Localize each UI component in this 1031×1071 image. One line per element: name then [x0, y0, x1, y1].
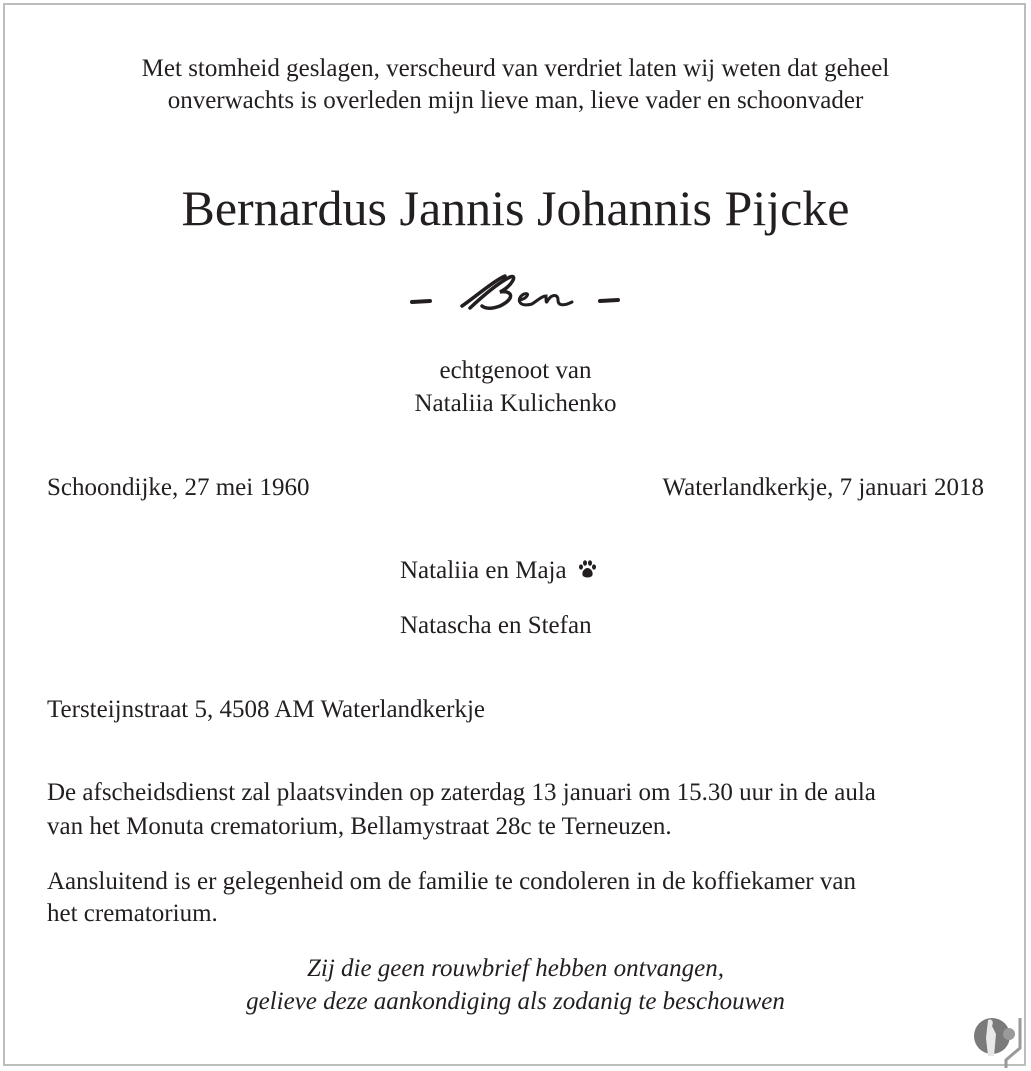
birth-place-date: Schoondijke, 27 mei 1960	[47, 474, 310, 501]
deceased-name: Bernardus Jannis Johannis Pijcke	[181, 180, 850, 236]
service-line-1: De afscheidsdienst zal plaatsvinden op zaterdag 13 januari om 15.30 uur in de aula	[47, 779, 876, 806]
spouse-name: Nataliia Kulichenko	[414, 390, 617, 417]
spouse-label: echtgenoot van	[439, 357, 592, 384]
family-names-1: Nataliia en Maja	[400, 557, 567, 584]
family-line-1	[400, 554, 597, 587]
closing-line-1: Zij die geen rouwbrief hebben ontvangen,	[306, 955, 725, 982]
intro-line-2: onverwachts is overleden mijn lieve man, lieve vader en schoonvader	[167, 87, 864, 114]
paw-icon	[577, 559, 597, 579]
death-place-date: Waterlandkerkje, 7 januari 2018	[662, 474, 984, 501]
address: Tersteijnstraat 5, 4508 AM Waterlandkerkje	[47, 696, 486, 723]
condolence-line-2: het crematorium.	[47, 900, 218, 927]
closing-line-2: gelieve deze aankondiging als zodanig te beschouwen	[246, 988, 785, 1015]
family-line-2: Natascha en Stefan	[400, 612, 592, 639]
nickname-signature	[400, 272, 630, 322]
service-line-2: van het Monuta crematorium, Bellamystraat 28c te Terneuzen.	[47, 813, 672, 840]
condolence-line-1: Aansluitend is er gelegenheid om de familie te condoleren in de koffiekamer van	[47, 868, 856, 895]
intro-line-1: Met stomheid geslagen, verscheurd van verdriet laten wij weten dat geheel	[141, 55, 890, 82]
publisher-logo-icon	[970, 1008, 1030, 1068]
